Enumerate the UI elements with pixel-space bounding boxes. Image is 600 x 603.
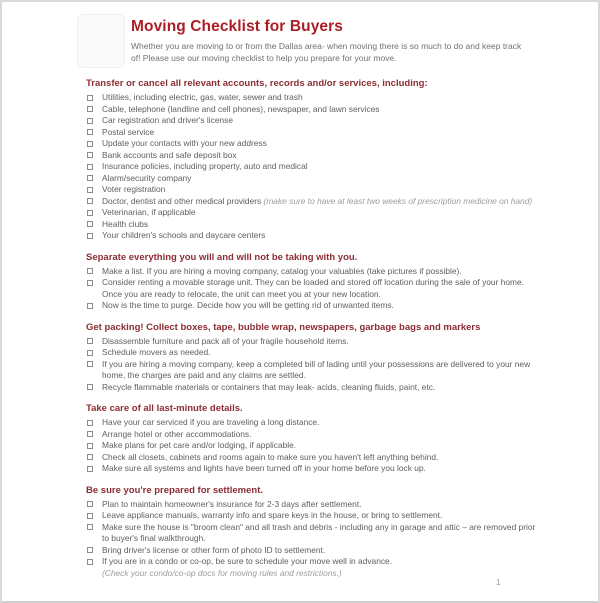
- checklist-item: [86, 92, 538, 104]
- checkbox-icon[interactable]: [87, 118, 93, 124]
- checklist-item: [86, 230, 538, 242]
- checkbox-icon[interactable]: [87, 547, 93, 553]
- checklist-item: [86, 266, 538, 278]
- checkbox-icon[interactable]: [87, 129, 93, 135]
- checkbox-icon[interactable]: [87, 175, 93, 181]
- checklist-item-text: Arrange hotel or other accommodations.: [102, 428, 252, 439]
- section-heading: Be sure you're prepared for settlement.: [86, 484, 264, 496]
- checkbox-icon[interactable]: [87, 164, 93, 170]
- checklist-item-list: [86, 92, 538, 242]
- checklist-item: [86, 300, 538, 312]
- item-subnote: (Check your condo/co-op docs for moving rules and restrictions.): [102, 567, 342, 578]
- page-title: Moving Checklist for Buyers: [131, 18, 343, 35]
- checklist-item-text: Bank accounts and safe deposit box: [102, 149, 237, 160]
- checklist-item: [86, 277, 538, 300]
- section-heading: Get packing! Collect boxes, tape, bubble wrap, newspapers, garbage bags and markers: [86, 321, 481, 333]
- checkbox-icon[interactable]: [87, 210, 93, 216]
- checklist-item: [86, 104, 538, 116]
- checklist-item-text: Disassemble furniture and pack all of your fragile household items.: [102, 335, 349, 346]
- item-inline-note: (make sure to have at least two weeks of prescription medicine on hand): [261, 195, 533, 206]
- checklist-item: [86, 440, 538, 452]
- page-number: 1: [496, 578, 501, 587]
- checklist-item-text: Schedule movers as needed.: [102, 347, 211, 357]
- checklist-sections: [2, 78, 598, 579]
- checklist-item-text: Alarm/security company: [102, 172, 192, 183]
- checklist-item-text: Recycle flammable materials or containers that may leak- acids, cleaning fluids, paint, etc.: [102, 381, 436, 392]
- checkbox-icon[interactable]: [87, 187, 93, 193]
- checkbox-icon[interactable]: [87, 513, 93, 519]
- checklist-item-list: [86, 336, 538, 394]
- checkbox-icon[interactable]: [87, 524, 93, 530]
- section-heading: Separate everything you will and will not be taking with you.: [86, 251, 358, 263]
- checkbox-icon[interactable]: [87, 420, 93, 426]
- checklist-item-text: Utilities, including electric, gas, water, sewer and trash: [102, 92, 303, 102]
- checklist-item: [86, 138, 538, 150]
- checklist-item: [86, 359, 538, 382]
- checklist-item-text: Now is the time to purge. Decide how you will be getting rid of unwanted items.: [102, 300, 394, 310]
- checklist-item-text: If you are hiring a moving company, keep a completed bill of lading until your possessions are delivered to your new home, the charges are paid and any claims are settled.: [102, 358, 531, 380]
- checklist-item: [86, 556, 538, 568]
- checkbox-icon[interactable]: [87, 152, 93, 158]
- checklist-item-text: Make sure the house is "broom clean" and all trash and debris - including any in garage and attic – are removed prior to buyer's final walkthrough.: [102, 521, 536, 543]
- checklist-item: [86, 499, 538, 511]
- checklist-item: [86, 115, 538, 127]
- header-text: [131, 14, 533, 68]
- checklist-item-list: [86, 499, 538, 580]
- checkbox-icon[interactable]: [87, 454, 93, 460]
- checklist-item-text: Check all closets, cabinets and rooms again to make sure you haven't left anything behind.: [102, 451, 439, 462]
- checklist-item-text: Insurance policies, including property, auto and medical: [102, 161, 308, 171]
- section-heading: Transfer or cancel all relevant accounts, records and/or services, including:: [86, 78, 428, 89]
- checklist-item: [86, 417, 538, 429]
- logo-placeholder-icon: [77, 14, 125, 68]
- checkbox-icon[interactable]: [87, 303, 93, 309]
- checklist-item: [86, 161, 538, 173]
- checklist-item-text: Your children's schools and daycare centers: [102, 230, 266, 240]
- intro-text: Whether you are moving to or from the Dallas area- when moving there is so much to do and keep track of! Please use our moving checklist to help you prepare for your move.: [131, 41, 522, 63]
- checklist-item-text: Make sure all systems and lights have been turned off in your home before you lock up.: [102, 463, 426, 473]
- checklist-item-text: Consider renting a movable storage unit. They can be loaded and stored off location during the sale of your home. Once you are ready to relocate, the unit can meet you at your new location.: [102, 277, 524, 299]
- checklist-item-text: Cable, telephone (landline and cell phones), newspaper, and lawn services: [102, 103, 380, 114]
- checkbox-icon[interactable]: [87, 443, 93, 449]
- checkbox-icon[interactable]: [87, 384, 93, 390]
- checklist-item-text: Car registration and driver's license: [102, 115, 234, 125]
- checklist-item-text: Health clubs: [102, 218, 149, 229]
- checklist-item: [86, 219, 538, 231]
- section-heading: Take care of all last-minute details.: [86, 403, 243, 414]
- checkbox-icon[interactable]: [87, 361, 93, 367]
- checklist-item: [86, 382, 538, 394]
- checklist-item-text: Have your car serviced if you are traveling a long distance.: [102, 417, 320, 427]
- checklist-item-text: Make plans for pet care and/or lodging, if applicable.: [102, 440, 297, 450]
- checklist-item-list: [86, 266, 538, 312]
- checklist-item: [86, 150, 538, 162]
- checklist-item: [86, 545, 538, 557]
- checklist-item-text: Postal service: [102, 126, 155, 137]
- checklist-item-text: Make a list. If you are hiring a moving company, catalog your valuables (take pictures if possible).: [102, 265, 462, 276]
- checkbox-icon[interactable]: [87, 350, 93, 356]
- checklist-item: [86, 452, 538, 464]
- checkbox-icon[interactable]: [87, 141, 93, 147]
- checklist-item-list: [86, 417, 538, 475]
- checklist-section: [86, 322, 538, 394]
- checklist-item: [86, 196, 538, 208]
- checklist-item-text: Voter registration: [102, 184, 166, 194]
- checklist-item-text: Doctor, dentist and other medical providers (make sure to have at least two weeks of prescription medicine on hand): [102, 195, 533, 206]
- checklist-item: [86, 336, 538, 348]
- checklist-item: [86, 347, 538, 359]
- checklist-section: [86, 78, 538, 242]
- checklist-item: [86, 522, 538, 545]
- checkbox-icon[interactable]: [87, 501, 93, 507]
- document-header: [77, 14, 573, 68]
- checklist-item-text: Veterinarian, if applicable: [102, 207, 196, 217]
- checklist-item: [86, 173, 538, 185]
- checklist-item: [86, 510, 538, 522]
- checklist-section: [86, 485, 538, 580]
- checkbox-icon[interactable]: [87, 95, 93, 101]
- checklist-item: [86, 207, 538, 219]
- checklist-item-text: Update your contacts with your new address: [102, 138, 267, 148]
- checklist-section: [86, 403, 538, 475]
- checkbox-icon[interactable]: [87, 280, 93, 286]
- checkbox-icon[interactable]: [87, 338, 93, 344]
- checkbox-icon[interactable]: [87, 233, 93, 239]
- checklist-section: [86, 252, 538, 312]
- checkbox-icon[interactable]: [87, 268, 93, 274]
- checkbox-icon[interactable]: [87, 221, 93, 227]
- checklist-item: [86, 127, 538, 139]
- checklist-item-text: Leave appliance manuals, warranty info and spare keys in the house, or bring to settlement.: [102, 510, 443, 520]
- checkbox-icon[interactable]: [87, 431, 93, 437]
- checkbox-icon[interactable]: [87, 106, 93, 112]
- checkbox-icon[interactable]: [87, 559, 93, 565]
- checklist-item: [86, 429, 538, 441]
- checklist-item-text: Bring driver's license or other form of photo ID to settlement.: [102, 544, 326, 555]
- checklist-item: [86, 184, 538, 196]
- checkbox-icon[interactable]: [87, 466, 93, 472]
- checklist-item-text: Plan to maintain homeowner's insurance for 2-3 days after settlement.: [102, 498, 362, 509]
- checkbox-icon[interactable]: [87, 198, 93, 204]
- checklist-item-text: If you are in a condo or co-op, be sure to schedule your move well in advance.: [102, 556, 393, 566]
- checklist-item: [86, 463, 538, 475]
